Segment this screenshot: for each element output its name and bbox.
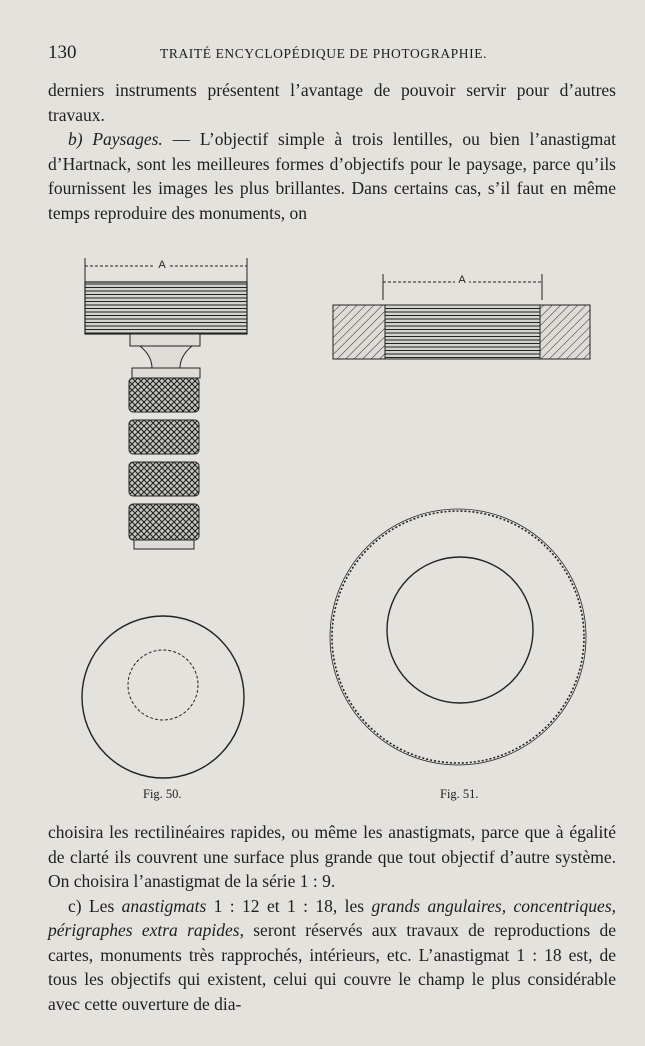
page-number: 130: [48, 42, 77, 63]
fig51-dimension-label: A: [458, 274, 466, 286]
paragraph: choisira les rectilinéaires rapides, ou même les anastigmats, parce que à égalité de clarté ils couvrent une surface plus grande que tout objectif d’autre système. On choisira l’anastigmat de la série 1 : 9.: [48, 822, 616, 891]
paragraph-text: c) Les: [68, 895, 122, 916]
running-title: TRAITÉ ENCYCLOPÉDIQUE DE PHOTOGRAPHIE.: [160, 46, 488, 61]
italic-term: grands angulaires, concentriques, périgraphes extra rapides: [48, 895, 616, 940]
italic-term: anastigmats: [121, 895, 207, 916]
paragraph-anastigmats: [48, 894, 616, 1017]
fig50-side-view: [85, 256, 247, 549]
bottom-text: [48, 820, 616, 1016]
fig51-caption: Fig. 51.: [440, 787, 479, 801]
section-label: b) Paysages.: [68, 129, 163, 149]
paragraph-text: , seront réservés aux travaux de reproductions de cartes, monuments très rapprochés, intérieurs, etc. L’anastigmat 1 : 18 est, de tous les objectifs qui existent, celui qui couvre le champ le plus considérable avec cette ouverture de dia-: [48, 920, 616, 1014]
paragraph: derniers instruments présentent l’avantage de pouvoir servir pour d’autres travaux.: [48, 80, 616, 125]
fig50-caption: Fig. 50.: [143, 787, 182, 801]
fig51-side-view: [333, 272, 590, 359]
fig50-plan-view: [82, 616, 244, 778]
fig51-plan-view: [330, 509, 586, 765]
paragraph-text: — L’objectif simple à trois lentilles, ou bien l’anastigmat d’Hartnack, sont les meilleures formes d’objectifs pour le paysage, parce qu’ils fournissent les images les plus brillantes. Dans certains cas, s’il faut en même temps reproduire des monuments, on: [48, 129, 616, 223]
fig50-dimension-label: A: [158, 259, 166, 271]
paragraph-text: 1 : 12 et 1 : 18, les: [206, 895, 372, 916]
